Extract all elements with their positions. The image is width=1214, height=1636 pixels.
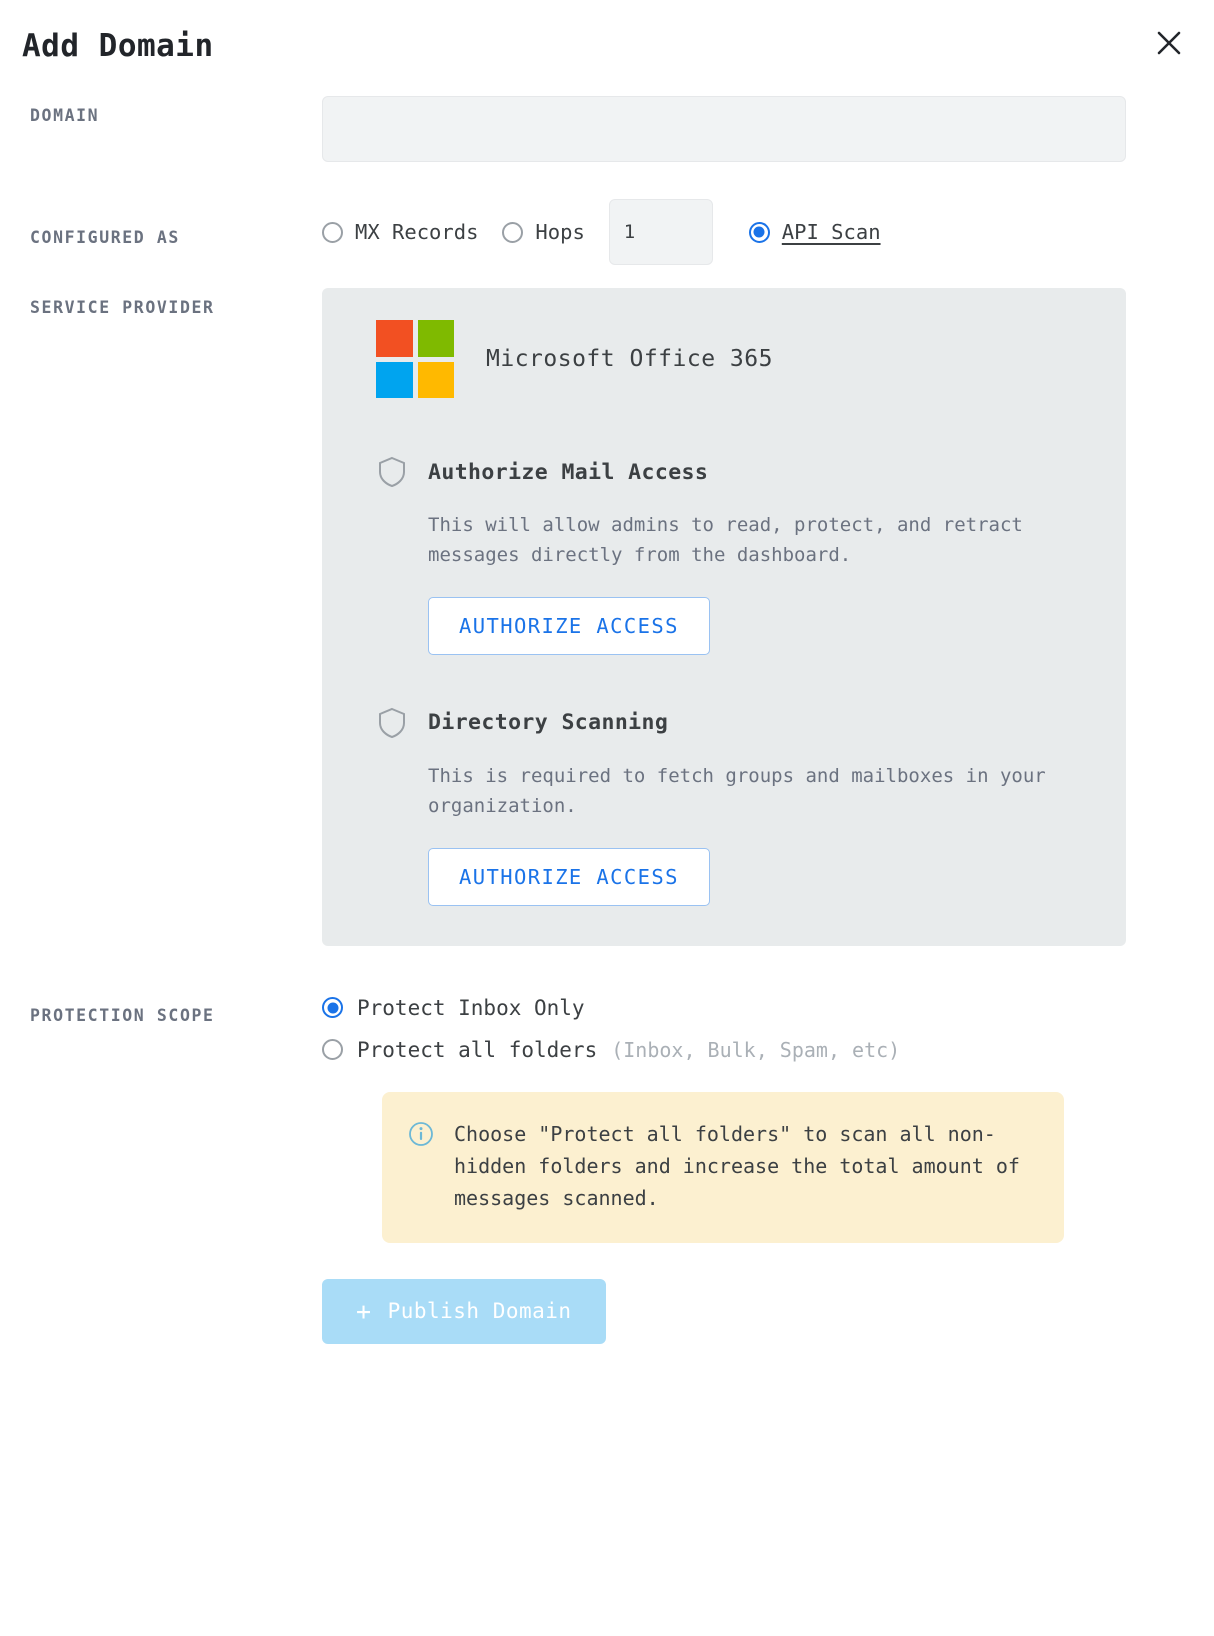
radio-protect-inbox-only-label: Protect Inbox Only: [357, 995, 585, 1020]
publish-domain-wrap: [322, 1279, 1124, 1344]
configured-as-label: CONFIGURED AS: [30, 227, 180, 247]
radio-hops-label: Hops: [535, 220, 585, 244]
radio-protect-all-folders[interactable]: [322, 1038, 1124, 1062]
close-button[interactable]: [1148, 22, 1190, 64]
radio-protect-inbox-only[interactable]: [322, 996, 1124, 1020]
service-provider-row: [0, 288, 1214, 946]
add-domain-form: [0, 96, 1214, 1344]
plus-icon: +: [356, 1296, 372, 1326]
publish-domain-button[interactable]: [322, 1279, 606, 1344]
radio-mx-records-indicator: [322, 222, 343, 243]
authorize-mail-access-title: Authorize Mail Access: [428, 459, 709, 485]
service-provider-field-wrap: [322, 288, 1214, 946]
radio-hops-indicator: [502, 222, 523, 243]
radio-api-scan[interactable]: [749, 220, 881, 244]
info-icon: [408, 1121, 434, 1147]
shield-icon: [378, 456, 406, 488]
service-provider-panel: [322, 288, 1126, 946]
configured-as-field-wrap: [322, 199, 1214, 265]
publish-domain-label: Publish Domain: [387, 1299, 572, 1324]
domain-input[interactable]: [322, 96, 1126, 162]
protection-scope-label: PROTECTION SCOPE: [30, 1005, 215, 1025]
directory-scanning-title: Directory Scanning: [428, 710, 669, 736]
protection-scope-field-wrap: [322, 996, 1214, 1344]
domain-field-wrap: [322, 96, 1214, 162]
page-title: Add Domain: [22, 28, 214, 64]
domain-row: [0, 96, 1214, 162]
authorize-mail-access-header: [378, 456, 1094, 488]
protection-scope-info-box: [382, 1092, 1064, 1243]
provider-header: [354, 320, 1094, 398]
radio-mx-records[interactable]: [322, 220, 478, 244]
modal-header: [0, 0, 1214, 96]
close-icon: [1154, 28, 1184, 58]
radio-hops[interactable]: [502, 220, 584, 244]
provider-name: Microsoft Office 365: [486, 346, 773, 372]
protection-scope-info-text: Choose "Protect all folders" to scan all non-hidden folders and increase the total amount of messages scanned.: [454, 1121, 1020, 1211]
hops-input[interactable]: [609, 199, 713, 265]
authorize-mail-access-block: [354, 456, 1094, 655]
radio-api-scan-label: API Scan: [781, 220, 881, 244]
directory-scanning-description: This is required to fetch groups and mailboxes in your organization.: [428, 764, 1046, 818]
authorize-mail-access-button[interactable]: AUTHORIZE ACCESS: [428, 597, 710, 655]
directory-scanning-button[interactable]: AUTHORIZE ACCESS: [428, 848, 710, 906]
radio-protect-inbox-only-indicator: [322, 997, 343, 1018]
radio-protect-all-folders-indicator: [322, 1039, 343, 1060]
microsoft-logo-icon: [376, 320, 454, 398]
radio-mx-records-label: MX Records: [355, 220, 479, 244]
authorize-mail-access-description: This will allow admins to read, protect, and retract messages directly from the dashboard.: [428, 514, 1023, 567]
directory-scanning-block: [354, 707, 1094, 906]
service-provider-label: SERVICE PROVIDER: [30, 298, 215, 317]
domain-label: DOMAIN: [30, 106, 100, 125]
radio-protect-all-folders-label: Protect all folders: [357, 1037, 598, 1062]
directory-scanning-header: [378, 707, 1094, 739]
radio-api-scan-indicator: [749, 222, 770, 243]
radio-protect-all-folders-hint: (Inbox, Bulk, Spam, etc): [611, 1037, 901, 1062]
configured-as-row: [0, 198, 1214, 266]
protection-scope-row: [0, 996, 1214, 1344]
shield-icon: [378, 707, 406, 739]
